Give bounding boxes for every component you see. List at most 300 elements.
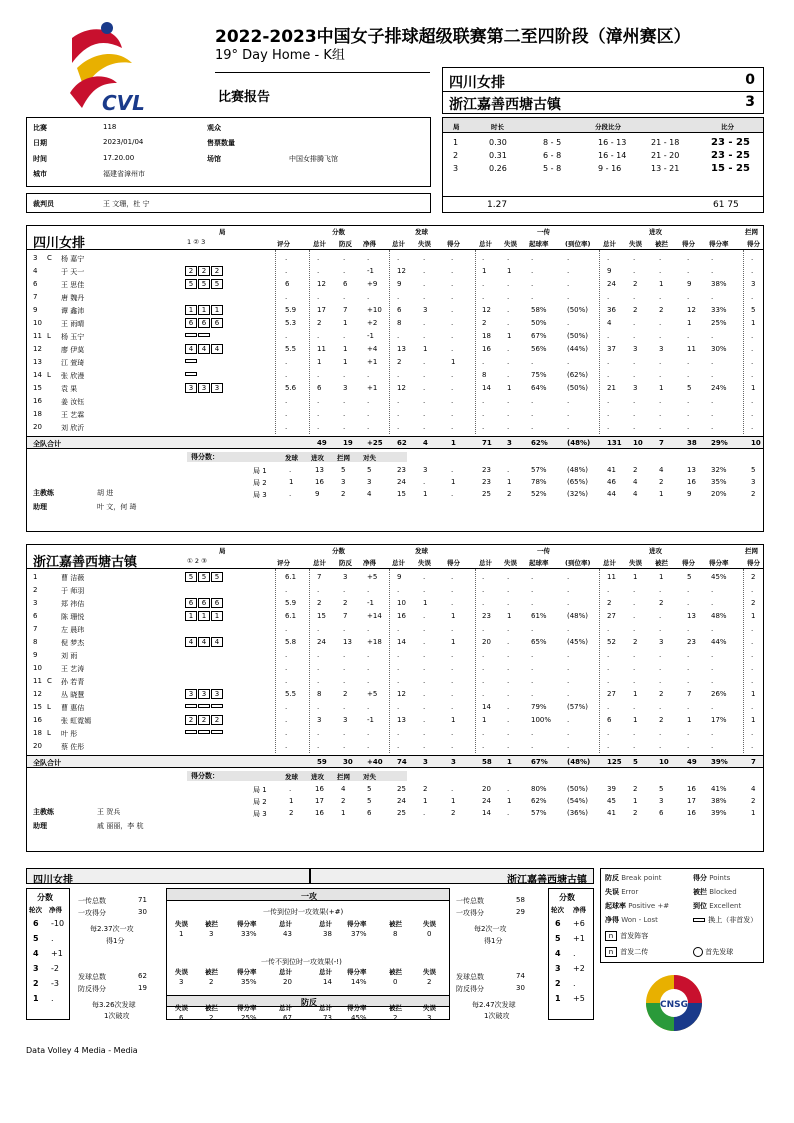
stat-at: . [607, 729, 610, 737]
stat-se: . [423, 664, 426, 672]
set-rex: (50%) [567, 785, 589, 793]
set-rpc: 57% [531, 809, 547, 817]
stat-rex: (50%) [567, 306, 589, 314]
player-positions [185, 383, 224, 393]
player-role: L [47, 703, 51, 711]
set-ap: 16 [687, 478, 696, 486]
stat-ae: . [633, 703, 636, 711]
stat-rt: . [482, 625, 485, 633]
stat-wl: . [367, 293, 370, 301]
points-subheader: 发球 [285, 773, 298, 781]
col-vote: 评分 [277, 240, 290, 248]
total-ab: 10 [659, 758, 669, 766]
stat-se: . [423, 612, 426, 620]
stat-pt: . [317, 397, 320, 405]
stat-apc: 48% [711, 612, 727, 620]
rotation-net: . [573, 979, 576, 988]
stat-rt: 18 [482, 332, 491, 340]
total-rex: (48%) [567, 439, 591, 447]
stat-apc: 25% [711, 319, 727, 327]
stat-wl: +4 [367, 345, 378, 353]
stat-rex: (45%) [567, 638, 589, 646]
player-number: 12 [33, 345, 42, 353]
stat-wl: . [367, 397, 370, 405]
stat-at: 6 [607, 716, 612, 724]
attack-col-value: 8 [393, 930, 398, 938]
stat-wl: +14 [367, 612, 382, 620]
stat-rex: . [567, 410, 570, 418]
stat-sp: 1 [451, 612, 456, 620]
coach-label: 主教练 [33, 808, 54, 816]
position-box: 1 [198, 611, 210, 621]
stat-se: . [423, 332, 426, 340]
stat-bk: . [751, 703, 754, 711]
col-tot: 总计 [313, 240, 326, 248]
set-apc: 41% [711, 785, 727, 793]
position-box: 1 [211, 611, 223, 621]
col-bp: 防反 [339, 559, 352, 567]
stat-v: . [285, 293, 288, 301]
stat-v: . [285, 397, 288, 405]
stat-rt: 23 [482, 612, 491, 620]
coach-name: 胡 进 [97, 489, 114, 497]
stat-apc: 30% [711, 345, 727, 353]
stat-st: . [397, 651, 400, 659]
player-number: 12 [33, 690, 42, 698]
stat-at: 9 [607, 267, 612, 275]
stat-se: . [423, 716, 426, 724]
set-label: 局 3 [253, 810, 267, 818]
stat-at: . [607, 358, 610, 366]
set-rt: 23 [482, 466, 491, 474]
stat-rt: 20 [482, 638, 491, 646]
stat-bp: . [343, 293, 346, 301]
stat-st: . [397, 625, 400, 633]
stat-bp: 1 [343, 358, 348, 366]
player-positions [185, 331, 211, 339]
col-r-exc: (到位率) [565, 559, 591, 567]
player-name: 刘 欣沂 [61, 424, 85, 432]
stat-pt: . [317, 423, 320, 431]
stat-at: . [607, 651, 610, 659]
stat-ae: . [633, 397, 636, 405]
total-bk: 10 [751, 439, 761, 447]
stat-v: 5.5 [285, 345, 297, 353]
stat-ae: 1 [633, 716, 638, 724]
col-vote: 评分 [277, 559, 290, 567]
stat-st: . [397, 397, 400, 405]
stat-bk: . [751, 254, 754, 262]
player-number: 13 [33, 358, 42, 366]
stat-bk: . [751, 397, 754, 405]
stat-st: . [397, 423, 400, 431]
col-a-pct: 得分率 [709, 559, 729, 567]
stat-st: . [397, 410, 400, 418]
set-rex: (65%) [567, 478, 589, 486]
stat-ae: . [633, 267, 636, 275]
stat-v: 5.5 [285, 690, 297, 698]
player-name: 于 师羽 [61, 587, 85, 595]
stat-ab: . [659, 319, 662, 327]
stat-ab: . [659, 664, 662, 672]
match-info: 比赛 118 日期 2023/01/04 时间 17.20.00 城市 福建省漳州市 观众 售票数量 场馆 中国女排腾飞馆 [26, 117, 431, 187]
set-attack-pts: 9 [315, 490, 320, 498]
svg-text:CVL: CVL [102, 91, 145, 115]
set-ae: 4 [633, 478, 638, 486]
stat-re: . [507, 573, 510, 581]
player-positions [185, 357, 198, 365]
total-at: 131 [607, 439, 622, 447]
stat-pt: . [317, 254, 320, 262]
set-st: 23 [397, 466, 406, 474]
attack-col-header: 被拦 [205, 920, 218, 928]
attack-col-header: 总计 [319, 920, 332, 928]
points-subheader: 进攻 [311, 773, 324, 781]
legend: 防反 Break point 得分 Points 失误 Error 被拦 Blocked 起球率 Positive +# 到位 Excellent 净得 Won - Lost 换上（非首发） n 首发阵容 n 首发二传 首先发球 [600, 868, 764, 963]
set-at: 41 [607, 466, 616, 474]
stat-wl: +18 [367, 638, 382, 646]
set-ap: 17 [687, 797, 696, 805]
attack-col-value: 33% [241, 930, 257, 938]
stat-se: . [423, 397, 426, 405]
player-row [27, 623, 763, 636]
stat-se: . [423, 410, 426, 418]
stat-bp: . [343, 664, 346, 672]
attack-col-header: 被拦 [205, 1004, 218, 1012]
attack-col-header: 总计 [279, 1004, 292, 1012]
stat-st: 2 [397, 358, 402, 366]
set-rex: (36%) [567, 809, 589, 817]
position-box: 2 [198, 266, 210, 276]
stat-ap: . [687, 729, 690, 737]
stat-ae: . [633, 410, 636, 418]
player-number: 7 [33, 293, 38, 301]
set-re: 1 [507, 478, 512, 486]
player-name: 王 雨晴 [61, 320, 85, 328]
stat-ae: . [633, 586, 636, 594]
referee-box: 裁判员 王 文珊，杜 宁 [26, 193, 431, 213]
total-se: 3 [423, 758, 428, 766]
stat-ab: . [659, 254, 662, 262]
player-name: 左 晨玮 [61, 626, 85, 634]
col-r-exc: (到位率) [565, 240, 591, 248]
stat-apc: . [711, 397, 714, 405]
stat-pt: . [317, 625, 320, 633]
stat-sp: 1 [451, 358, 456, 366]
total-sp: 1 [451, 439, 456, 447]
position-box: 4 [211, 344, 223, 354]
stat-st: . [397, 371, 400, 379]
stat-rpc: 61% [531, 612, 547, 620]
stat-rex: . [567, 358, 570, 366]
col-b-pts: 得分 [747, 240, 760, 248]
stat-st: . [397, 742, 400, 750]
player-row [27, 421, 763, 434]
position-box: 4 [185, 344, 197, 354]
stat-pt: . [317, 267, 320, 275]
attack-col-value: 2 [393, 1014, 398, 1022]
stat-re: . [507, 254, 510, 262]
player-row [27, 610, 763, 623]
stat-se: . [423, 651, 426, 659]
stat-rpc: 65% [531, 638, 547, 646]
stat-at: 2 [607, 599, 612, 607]
player-number: 2 [33, 586, 38, 594]
player-number: 6 [33, 280, 38, 288]
stat-apc: . [711, 664, 714, 672]
stat-wl: -1 [367, 332, 374, 340]
position-box: 1 [198, 305, 210, 315]
player-number: 3 [33, 599, 38, 607]
player-row [27, 304, 763, 317]
position-box: 3 [185, 383, 197, 393]
attack-col-header: 失误 [423, 920, 436, 928]
stat-rpc: . [531, 599, 534, 607]
col-set: 局 [219, 547, 226, 555]
set-apc: 20% [711, 490, 727, 498]
player-row [27, 278, 763, 291]
stat-st: 12 [397, 267, 406, 275]
col-a-pct: 得分率 [709, 240, 729, 248]
stat-ae: . [633, 742, 636, 750]
player-row [27, 714, 763, 727]
total-sp: 3 [451, 758, 456, 766]
set-ab: 5 [659, 785, 664, 793]
total-rpc: 67% [531, 758, 548, 766]
player-name: 姜 汝钰 [61, 398, 85, 406]
col-a-pts: 得分 [682, 240, 695, 248]
stat-ap: 12 [687, 306, 696, 314]
stat-st: . [397, 254, 400, 262]
player-row [27, 675, 763, 688]
position-box: 3 [185, 689, 197, 699]
stat-rex: . [567, 319, 570, 327]
set-ae: 1 [633, 797, 638, 805]
stat-rt: 14 [482, 384, 491, 392]
set-ap: 16 [687, 785, 696, 793]
player-number: 18 [33, 410, 42, 418]
stat-ae: . [633, 625, 636, 633]
set-number: 1 [453, 138, 459, 147]
position-box: 5 [185, 279, 197, 289]
player-positions [185, 611, 224, 621]
rotation-net: -10 [51, 919, 65, 928]
stat-v: . [285, 358, 288, 366]
player-row [27, 740, 763, 753]
stat-bk: . [751, 332, 754, 340]
set-rt: 24 [482, 797, 491, 805]
stat-rex: . [567, 651, 570, 659]
points-label: 得分数： [191, 772, 219, 780]
position-box: 2 [185, 266, 197, 276]
stat-rpc: . [531, 423, 534, 431]
stat-re: . [507, 677, 510, 685]
set-partial: 9 - 16 [598, 164, 622, 173]
stat-apc: . [711, 625, 714, 633]
stat-bk: . [751, 423, 754, 431]
stat-re: . [507, 742, 510, 750]
attack-col-value: 25% [241, 1014, 257, 1022]
player-positions [185, 318, 224, 328]
position-box: 1 [211, 305, 223, 315]
stat-sp: . [451, 742, 454, 750]
stat-bk: 1 [751, 716, 756, 724]
player-name: 倪 梦杰 [61, 639, 85, 647]
player-name: 王 艺涛 [61, 665, 85, 673]
sub-marker [185, 372, 197, 376]
position-box: 5 [211, 572, 223, 582]
stat-ap: 13 [687, 612, 696, 620]
stat-ae: . [633, 599, 636, 607]
coach-name: 王 贺兵 [97, 808, 121, 816]
stat-pt: . [317, 729, 320, 737]
stat-re: . [507, 599, 510, 607]
stat-ap: 7 [687, 690, 692, 698]
set-at: 39 [607, 785, 616, 793]
set-block-pts: 5 [341, 466, 346, 474]
rotation-net: . [51, 934, 54, 943]
player-row [27, 408, 763, 421]
player-row [27, 701, 763, 714]
stat-sp: . [451, 306, 454, 314]
rotation-number: 4 [33, 949, 39, 958]
points-subheader: 发球 [285, 454, 298, 462]
stat-bp: . [343, 729, 346, 737]
player-row [27, 662, 763, 675]
stat-sp: . [451, 625, 454, 633]
stat-rex: (62%) [567, 371, 589, 379]
stat-bp: . [343, 397, 346, 405]
stat-ab: 2 [659, 306, 664, 314]
col-points: 分数 [332, 228, 345, 236]
stat-at: 27 [607, 690, 616, 698]
rotation-number: 6 [555, 919, 561, 928]
stat-v: . [285, 664, 288, 672]
col-r-pos: 起球率 [529, 240, 549, 248]
set-re: . [507, 809, 510, 817]
stat-sp: . [451, 384, 454, 392]
points-subheader: 对失 [363, 773, 376, 781]
stat-v: 5.9 [285, 306, 297, 314]
attack-col-header: 总计 [279, 920, 292, 928]
venue: 中国女排腾飞馆 [289, 155, 338, 163]
position-box: 1 [185, 305, 197, 315]
stat-ae: . [633, 254, 636, 262]
stat-bp: . [343, 254, 346, 262]
player-positions [185, 266, 224, 276]
stat-ap: 1 [687, 319, 692, 327]
set-bk: 4 [751, 785, 756, 793]
stat-ae: . [633, 612, 636, 620]
stat-rt: . [482, 729, 485, 737]
stat-v: . [285, 625, 288, 633]
stat-at: 21 [607, 384, 616, 392]
rotation-net: . [573, 949, 576, 958]
stat-st: 9 [397, 573, 402, 581]
player-name: 蔡 佐彤 [61, 743, 85, 751]
stat-ab: . [659, 612, 662, 620]
stat-wl: . [367, 254, 370, 262]
attack-col-header: 得分率 [347, 1004, 367, 1012]
stat-sp: 1 [451, 716, 456, 724]
attack-col-header: 总计 [319, 1004, 332, 1012]
stat-re: . [507, 664, 510, 672]
stat-apc: 17% [711, 716, 727, 724]
stat-bk: 2 [751, 599, 756, 607]
set-re: 2 [507, 490, 512, 498]
stat-ab: . [659, 293, 662, 301]
stat-rpc: . [531, 280, 534, 288]
points-subheader: 拦网 [337, 773, 350, 781]
stat-sp: . [451, 423, 454, 431]
team-header [27, 545, 763, 569]
stat-re: . [507, 729, 510, 737]
stat-ap: . [687, 397, 690, 405]
attack-col-value: 45% [351, 1014, 367, 1022]
set-partial: 21 - 18 [651, 138, 680, 147]
stat-bp: 13 [343, 638, 352, 646]
col-sets: ① 2 ③ [187, 557, 207, 565]
stat-bp: . [343, 625, 346, 633]
set-duration: 0.31 [489, 151, 507, 160]
stat-rex: (57%) [567, 703, 589, 711]
total-ab: 7 [659, 439, 664, 447]
stat-rex: . [567, 599, 570, 607]
player-number: 8 [33, 638, 38, 646]
col-a-blo: 被拦 [655, 559, 668, 567]
stat-re: . [507, 690, 510, 698]
total-bp: 30 [343, 758, 353, 766]
player-name: 张 欣漫 [61, 372, 85, 380]
stat-apc: 45% [711, 573, 727, 581]
rotation-net: +6 [573, 919, 585, 928]
player-number: 11 [33, 677, 42, 685]
set-partial: 8 - 5 [543, 138, 562, 147]
stat-rpc: 56% [531, 345, 547, 353]
stat-ap: . [687, 586, 690, 594]
stat-apc: 44% [711, 638, 727, 646]
match-number: 118 [103, 123, 117, 131]
stat-ae: 2 [633, 280, 638, 288]
stat-wl: -1 [367, 599, 374, 607]
total-label: 全队合计 [33, 759, 61, 767]
team-header [27, 226, 763, 250]
set-rt: 25 [482, 490, 491, 498]
stat-v: . [285, 332, 288, 340]
player-positions [185, 637, 224, 647]
player-name: 王 艺霖 [61, 411, 85, 419]
stat-ab: . [659, 332, 662, 340]
stat-apc: . [711, 651, 714, 659]
stat-wl: . [367, 703, 370, 711]
set-attack-pts: 16 [315, 809, 324, 817]
stat-at: 36 [607, 306, 616, 314]
player-row [27, 265, 763, 278]
set-rpc: 78% [531, 478, 547, 486]
stat-pt: . [317, 293, 320, 301]
page-subtitle: 19° Day Home - K组 [215, 48, 345, 63]
player-number: 16 [33, 716, 42, 724]
attack-col-value: 20 [283, 978, 292, 986]
stat-sp: . [451, 651, 454, 659]
player-role: C [47, 677, 52, 685]
stat-rt: 1 [482, 716, 487, 724]
stat-re: . [507, 651, 510, 659]
stat-v: . [285, 267, 288, 275]
stat-rex: . [567, 690, 570, 698]
sub-marker [198, 730, 210, 734]
set-apc: 38% [711, 797, 727, 805]
